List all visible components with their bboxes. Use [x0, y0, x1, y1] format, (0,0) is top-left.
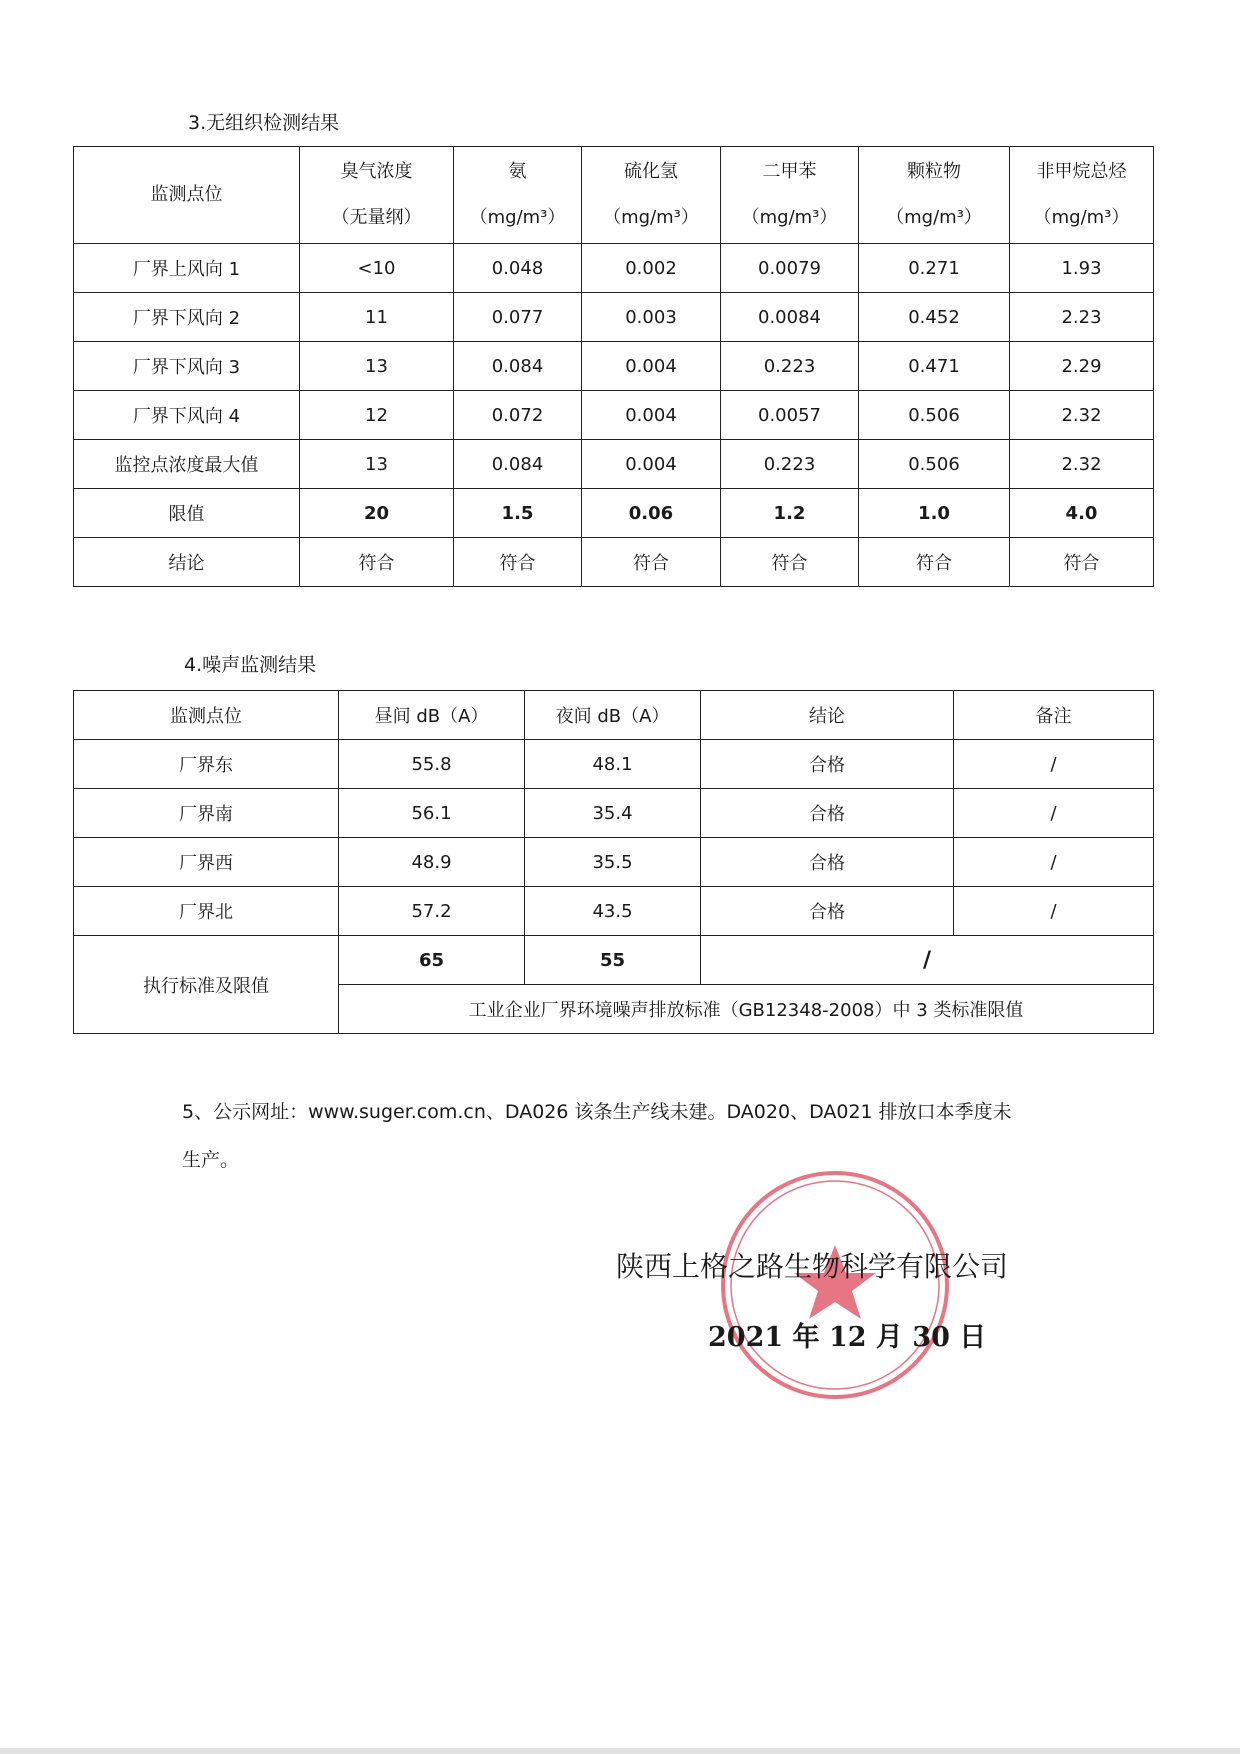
table-cell: 0.048: [454, 244, 582, 293]
row-label: 监控点浓度最大值: [74, 440, 300, 489]
table-cell: 0.223: [721, 342, 859, 391]
table-cell: 2.32: [1010, 391, 1154, 440]
table-cell: 0.003: [582, 293, 721, 342]
row-label: 厂界西: [74, 838, 339, 887]
standard-night-limit: 55: [525, 936, 701, 985]
table-cell: 0.223: [721, 440, 859, 489]
header-monitoring-point: 监测点位: [74, 147, 300, 244]
table-cell: 0.452: [859, 293, 1010, 342]
header-particulate: 颗粒物 （mg/m³）: [859, 147, 1010, 244]
header-monitoring-point: 监测点位: [74, 691, 339, 740]
section-4-title: 4.噪声监测结果: [184, 654, 317, 676]
row-label: 厂界东: [74, 740, 339, 789]
table-cell: 0.002: [582, 244, 721, 293]
table-cell: 2.32: [1010, 440, 1154, 489]
table-cell: <10: [300, 244, 454, 293]
remark-value: /: [954, 838, 1154, 887]
table-cell: 12: [300, 391, 454, 440]
standard-day-limit: 65: [339, 936, 525, 985]
table-row: [74, 538, 1154, 587]
table-cell: 符合: [721, 538, 859, 587]
table-cell: 1.2: [721, 489, 859, 538]
night-value: 43.5: [525, 887, 701, 936]
day-value: 57.2: [339, 887, 525, 936]
section-3-title: 3.无组织检测结果: [188, 112, 340, 134]
header-day: 昼间 dB（A）: [339, 691, 525, 740]
day-value: 48.9: [339, 838, 525, 887]
company-seal: [715, 1165, 955, 1405]
table-cell: 0.004: [582, 440, 721, 489]
table-cell: 1.5: [454, 489, 582, 538]
table-cell: 2.23: [1010, 293, 1154, 342]
night-value: 35.4: [525, 789, 701, 838]
table-row: [74, 244, 1154, 293]
table-cell: 0.072: [454, 391, 582, 440]
header-remark: 备注: [954, 691, 1154, 740]
header-xylene: 二甲苯 （mg/m³）: [721, 147, 859, 244]
header-night: 夜间 dB（A）: [525, 691, 701, 740]
table-header-row: [74, 691, 1154, 740]
table-cell: 11: [300, 293, 454, 342]
row-label: 厂界下风向 3: [74, 342, 300, 391]
table-cell: 0.0079: [721, 244, 859, 293]
table-row: [74, 789, 1154, 838]
table-cell: 符合: [454, 538, 582, 587]
table-row: [74, 838, 1154, 887]
day-value: 56.1: [339, 789, 525, 838]
page-bottom-edge: [0, 1748, 1240, 1754]
noise-table: [73, 690, 1154, 1034]
table-cell: 13: [300, 440, 454, 489]
table-cell: 0.0057: [721, 391, 859, 440]
table-cell: 符合: [859, 538, 1010, 587]
table-cell: 符合: [1010, 538, 1154, 587]
note-line-1: 5、公示网址：www.suger.com.cn、DA026 该条生产线未建。DA020、DA021 排放口本季度未: [182, 1101, 1012, 1123]
signature-date: 2021 年 12 月 30 日: [708, 1322, 987, 1353]
result-value: 合格: [701, 838, 954, 887]
table-cell: 0.271: [859, 244, 1010, 293]
row-label: 结论: [74, 538, 300, 587]
standard-label: 执行标准及限值: [74, 936, 339, 1034]
standard-row: [74, 936, 1154, 985]
remark-value: /: [954, 789, 1154, 838]
table-cell: 4.0: [1010, 489, 1154, 538]
table-cell: 0.471: [859, 342, 1010, 391]
table-row: [74, 440, 1154, 489]
row-label: 限值: [74, 489, 300, 538]
table-cell: 符合: [582, 538, 721, 587]
row-label: 厂界下风向 4: [74, 391, 300, 440]
table-cell: 0.077: [454, 293, 582, 342]
table-cell: 0.506: [859, 440, 1010, 489]
header-h2s: 硫化氢 （mg/m³）: [582, 147, 721, 244]
table-cell: 符合: [300, 538, 454, 587]
table-cell: 0.084: [454, 342, 582, 391]
header-ammonia: 氨 （mg/m³）: [454, 147, 582, 244]
table-cell: 1.93: [1010, 244, 1154, 293]
header-odor: 臭气浓度 （无量纲）: [300, 147, 454, 244]
standard-slash: /: [701, 936, 1154, 985]
header-result: 结论: [701, 691, 954, 740]
fugitive-emission-table: [73, 146, 1154, 587]
night-value: 48.1: [525, 740, 701, 789]
table-cell: 0.506: [859, 391, 1010, 440]
table-row: [74, 342, 1154, 391]
table-cell: 0.004: [582, 391, 721, 440]
company-name: 陕西上格之路生物科学有限公司: [616, 1250, 1009, 1283]
standard-text: 工业企业厂界环境噪声排放标准（GB12348-2008）中 3 类标准限值: [339, 985, 1154, 1034]
row-label: 厂界北: [74, 887, 339, 936]
table-row: [74, 489, 1154, 538]
table-cell: 1.0: [859, 489, 1010, 538]
night-value: 35.5: [525, 838, 701, 887]
table-cell: 0.06: [582, 489, 721, 538]
table-row: [74, 391, 1154, 440]
row-label: 厂界下风向 2: [74, 293, 300, 342]
result-value: 合格: [701, 789, 954, 838]
row-label: 厂界上风向 1: [74, 244, 300, 293]
table-cell: 0.004: [582, 342, 721, 391]
table-cell: 0.0084: [721, 293, 859, 342]
header-nmhc: 非甲烷总烃 （mg/m³）: [1010, 147, 1154, 244]
table-cell: 2.29: [1010, 342, 1154, 391]
table-row: [74, 740, 1154, 789]
table-cell: 0.084: [454, 440, 582, 489]
remark-value: /: [954, 887, 1154, 936]
result-value: 合格: [701, 887, 954, 936]
table-header-row: [74, 147, 1154, 244]
day-value: 55.8: [339, 740, 525, 789]
result-value: 合格: [701, 740, 954, 789]
remark-value: /: [954, 740, 1154, 789]
table-cell: 13: [300, 342, 454, 391]
note-line-2: 生产。: [182, 1149, 240, 1171]
table-row: [74, 887, 1154, 936]
table-row: [74, 293, 1154, 342]
table-cell: 20: [300, 489, 454, 538]
row-label: 厂界南: [74, 789, 339, 838]
